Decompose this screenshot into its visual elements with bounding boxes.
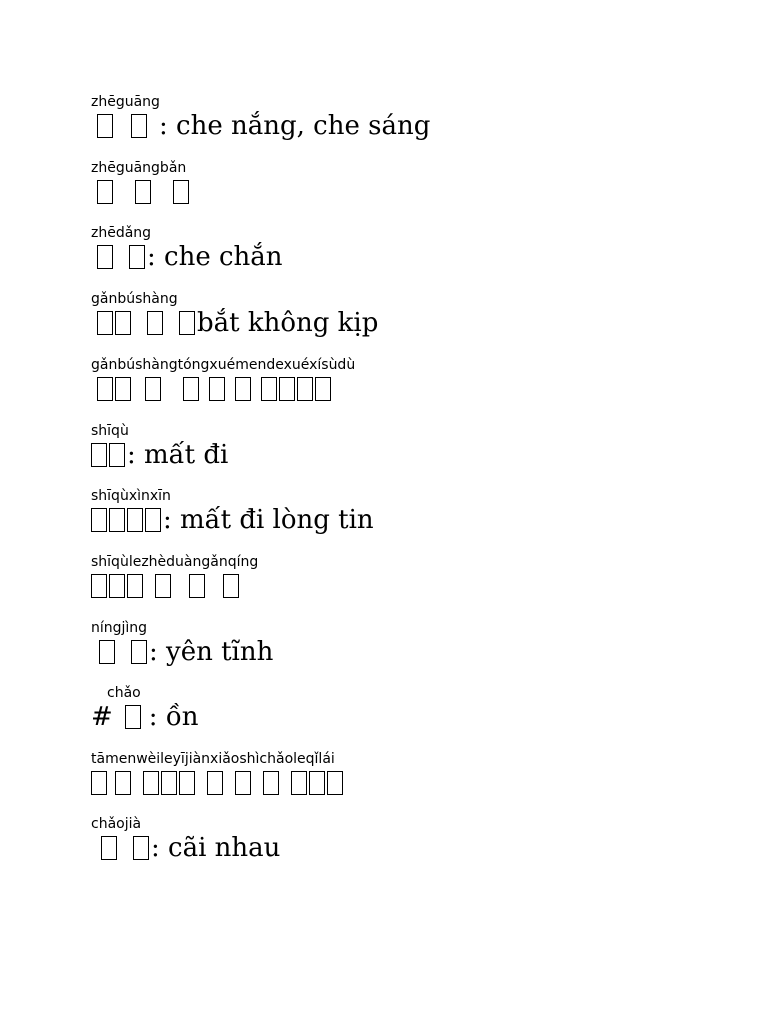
hanzi-glyph <box>91 443 107 467</box>
pinyin-annotation: níngjìng <box>91 620 148 636</box>
vocab-entry <box>91 160 748 210</box>
definition: : cãi nhau <box>151 833 281 863</box>
hanzi-glyph <box>179 311 195 335</box>
vocab-line <box>91 636 748 670</box>
hanzi-glyph <box>135 180 151 204</box>
hanzi-glyph <box>131 640 147 664</box>
hanzi-glyph <box>97 114 113 138</box>
hanzi-glyph <box>101 836 117 860</box>
vocab-line <box>91 701 748 735</box>
hanzi-glyph <box>279 377 295 401</box>
definition: : mất đi lòng tin <box>163 505 374 535</box>
pinyin-annotation: zhēguāngbǎn <box>91 160 187 176</box>
vocab-line <box>91 504 748 538</box>
pinyin-annotation: chǎojià <box>91 816 142 832</box>
definition: : ồn <box>148 702 199 732</box>
vocab-line <box>91 373 748 407</box>
hanzi-glyph <box>183 377 199 401</box>
vocab-entry <box>91 291 748 341</box>
hanzi-glyph <box>97 377 113 401</box>
hanzi-glyph <box>179 771 195 795</box>
hash-prefix: # <box>91 702 113 732</box>
pinyin-annotation: zhēguāng <box>91 94 160 110</box>
hanzi-glyph <box>91 508 107 532</box>
vocab-line <box>91 307 748 341</box>
hanzi-glyph <box>145 377 161 401</box>
hanzi-glyph <box>115 311 131 335</box>
pinyin-annotation: zhēdǎng <box>91 225 152 241</box>
vocab-entry <box>91 94 748 144</box>
hanzi-glyph <box>189 574 205 598</box>
definition: bắt không kịp <box>197 308 379 338</box>
hanzi-glyph <box>127 574 143 598</box>
hanzi-glyph <box>91 574 107 598</box>
hanzi-glyph <box>147 311 163 335</box>
hanzi-glyph <box>223 574 239 598</box>
vocab-entry <box>91 423 748 473</box>
definition: : mất đi <box>127 440 229 470</box>
definition: : che nắng, che sáng <box>159 111 431 141</box>
hanzi-glyph <box>131 114 147 138</box>
pinyin-annotation: shīqùlezhèduàngǎnqíng <box>91 554 259 570</box>
hanzi-glyph <box>161 771 177 795</box>
hanzi-glyph <box>97 245 113 269</box>
vocab-line <box>91 110 748 144</box>
pinyin-annotation: gǎnbúshàng <box>91 291 178 307</box>
pinyin-annotation: chǎo <box>107 685 141 701</box>
hanzi-glyph <box>91 771 107 795</box>
hanzi-glyph <box>109 443 125 467</box>
vocab-entry <box>91 751 748 801</box>
hanzi-glyph <box>115 771 131 795</box>
vocab-entry <box>91 554 748 604</box>
vocab-line <box>91 439 748 473</box>
hanzi-glyph <box>145 508 161 532</box>
hanzi-glyph <box>291 771 307 795</box>
hanzi-glyph <box>315 377 331 401</box>
hanzi-glyph <box>327 771 343 795</box>
hanzi-glyph <box>125 705 141 729</box>
pinyin-annotation: tāmenwèileyījiànxiǎoshìchǎoleqǐlái <box>91 751 335 767</box>
hanzi-glyph <box>263 771 279 795</box>
vocab-entry <box>91 816 748 866</box>
vocab-line <box>91 570 748 604</box>
hanzi-glyph <box>209 377 225 401</box>
hanzi-glyph <box>297 377 313 401</box>
vocab-entry <box>91 620 748 670</box>
hanzi-glyph <box>97 180 113 204</box>
hanzi-glyph <box>235 771 251 795</box>
hanzi-glyph <box>207 771 223 795</box>
vocab-entry <box>91 488 748 538</box>
definition: : che chắn <box>147 242 283 272</box>
vocab-entry <box>91 357 748 407</box>
hanzi-glyph <box>129 245 145 269</box>
pinyin-annotation: shīqùxìnxīn <box>91 488 171 504</box>
pinyin-annotation: gǎnbúshàngtóngxuémendexuéxísùdù <box>91 357 356 373</box>
hanzi-glyph <box>235 377 251 401</box>
hanzi-glyph <box>309 771 325 795</box>
hanzi-glyph <box>99 640 115 664</box>
hanzi-glyph <box>109 574 125 598</box>
pinyin-annotation: shīqù <box>91 423 129 439</box>
hanzi-glyph <box>155 574 171 598</box>
vocab-line <box>91 832 748 866</box>
hanzi-glyph <box>109 508 125 532</box>
vocab-line <box>91 176 748 210</box>
vocab-entry <box>91 685 748 735</box>
hanzi-glyph <box>261 377 277 401</box>
definition: : yên tĩnh <box>149 637 274 667</box>
hanzi-glyph <box>115 377 131 401</box>
vocab-line <box>91 767 748 801</box>
vocab-entry <box>91 225 748 275</box>
vocab-line <box>91 241 748 275</box>
hanzi-glyph <box>143 771 159 795</box>
hanzi-glyph <box>97 311 113 335</box>
hanzi-glyph <box>127 508 143 532</box>
hanzi-glyph <box>133 836 149 860</box>
hanzi-glyph <box>173 180 189 204</box>
